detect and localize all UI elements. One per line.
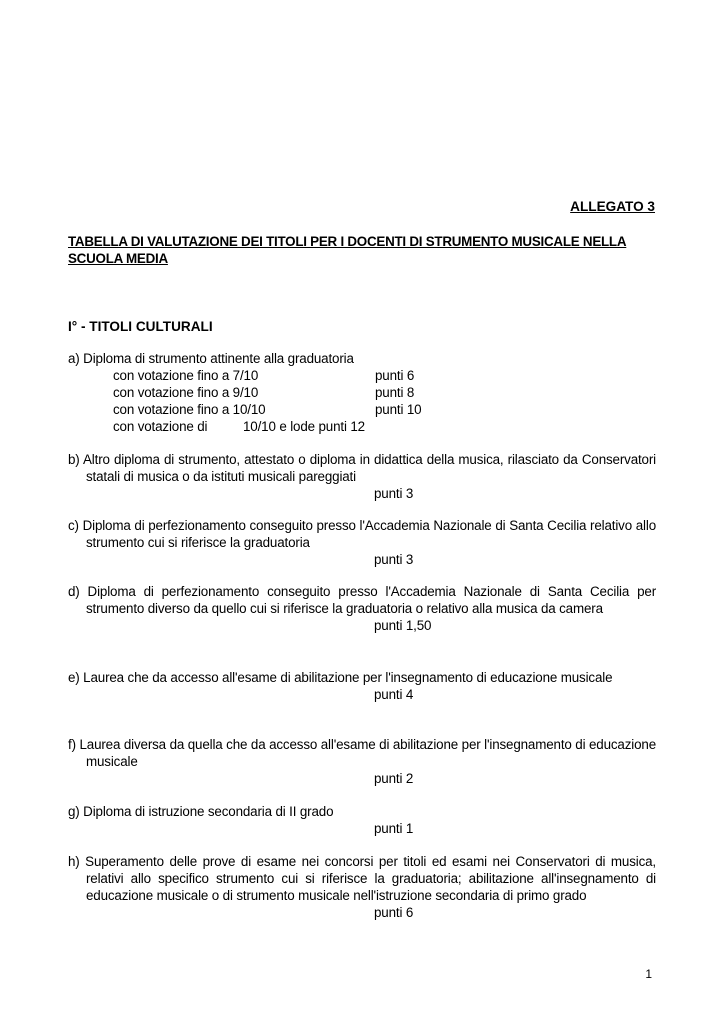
item-g [68,803,656,837]
item-h-points: punti 6 [374,905,414,920]
item-e-points: punti 4 [374,687,414,702]
item-d-points: punti 1,50 [374,618,432,633]
item-a-row-1 [68,367,656,384]
item-a-row-4 [68,418,656,435]
item-a-row-2-points: punti 8 [375,385,415,400]
item-b-text: b) Altro diploma di strumento, attestato o diploma in didattica della musica, rilasciato da Conservatori statali di musica o da istituti musicali pareggiati [68,452,656,484]
item-c [68,517,656,568]
item-h [68,853,656,921]
item-e-text: e) Laurea che da accesso all'esame di abilitazione per l'insegnamento di educazione musicale [68,670,613,685]
item-a-row-4-points: 10/10 e lode punti 12 [243,419,365,434]
item-b [68,451,656,502]
item-a-row-2-label: con votazione fino a 9/10 [113,385,259,400]
attachment-label: ALLEGATO 3 [570,199,655,214]
item-a-row-3 [68,401,656,418]
document-heading: TABELLA DI VALUTAZIONE DEI TITOLI PER I DOCENTI DI STRUMENTO MUSICALE NELLA SCUOLA MEDIA [68,234,627,266]
item-a-row-3-points: punti 10 [375,402,422,417]
item-a-row-2 [68,384,656,401]
item-d [68,583,656,634]
item-f [68,736,656,787]
item-c-points: punti 3 [374,552,414,567]
item-d-text: d) Diploma di perfezionamento conseguito presso l'Accademia Nazionale di Santa Cecilia per strumento diverso da quello cui si riferisce la graduatoria o relativo alla musica da camera [68,584,656,616]
item-g-points: punti 1 [374,821,414,836]
item-f-text: f) Laurea diversa da quella che da accesso all'esame di abilitazione per l'insegnamento di educazione musicale [68,737,656,769]
page-number: 1 [645,967,652,981]
item-e [68,669,656,703]
item-a-row-4-label: con votazione di [113,419,208,434]
item-a-row-3-label: con votazione fino a 10/10 [113,402,266,417]
item-h-text: h) Superamento delle prove di esame nei concorsi per titoli ed esami nei Conservatori di musica, relativi allo specifico strumento cui si riferisce la graduatoria; abilitazione all'insegnamento di educazione musicale o di strumento musicale nell'istruzione secondaria di primo grado [68,854,656,903]
item-c-text: c) Diploma di perfezionamento conseguito presso l'Accademia Nazionale di Santa Cecilia relativo allo strumento cui si riferisce la graduatoria [68,518,656,550]
item-f-points: punti 2 [374,771,414,786]
item-a-row-1-label: con votazione fino a 7/10 [113,368,259,383]
item-a [68,350,656,435]
item-g-text: g) Diploma di istruzione secondaria di II grado [68,804,334,819]
item-b-points: punti 3 [374,486,414,501]
item-a-row-1-points: punti 6 [375,368,415,383]
item-a-text: a) Diploma di strumento attinente alla graduatoria [68,351,354,366]
section-title: I° - TITOLI CULTURALI [68,319,213,334]
